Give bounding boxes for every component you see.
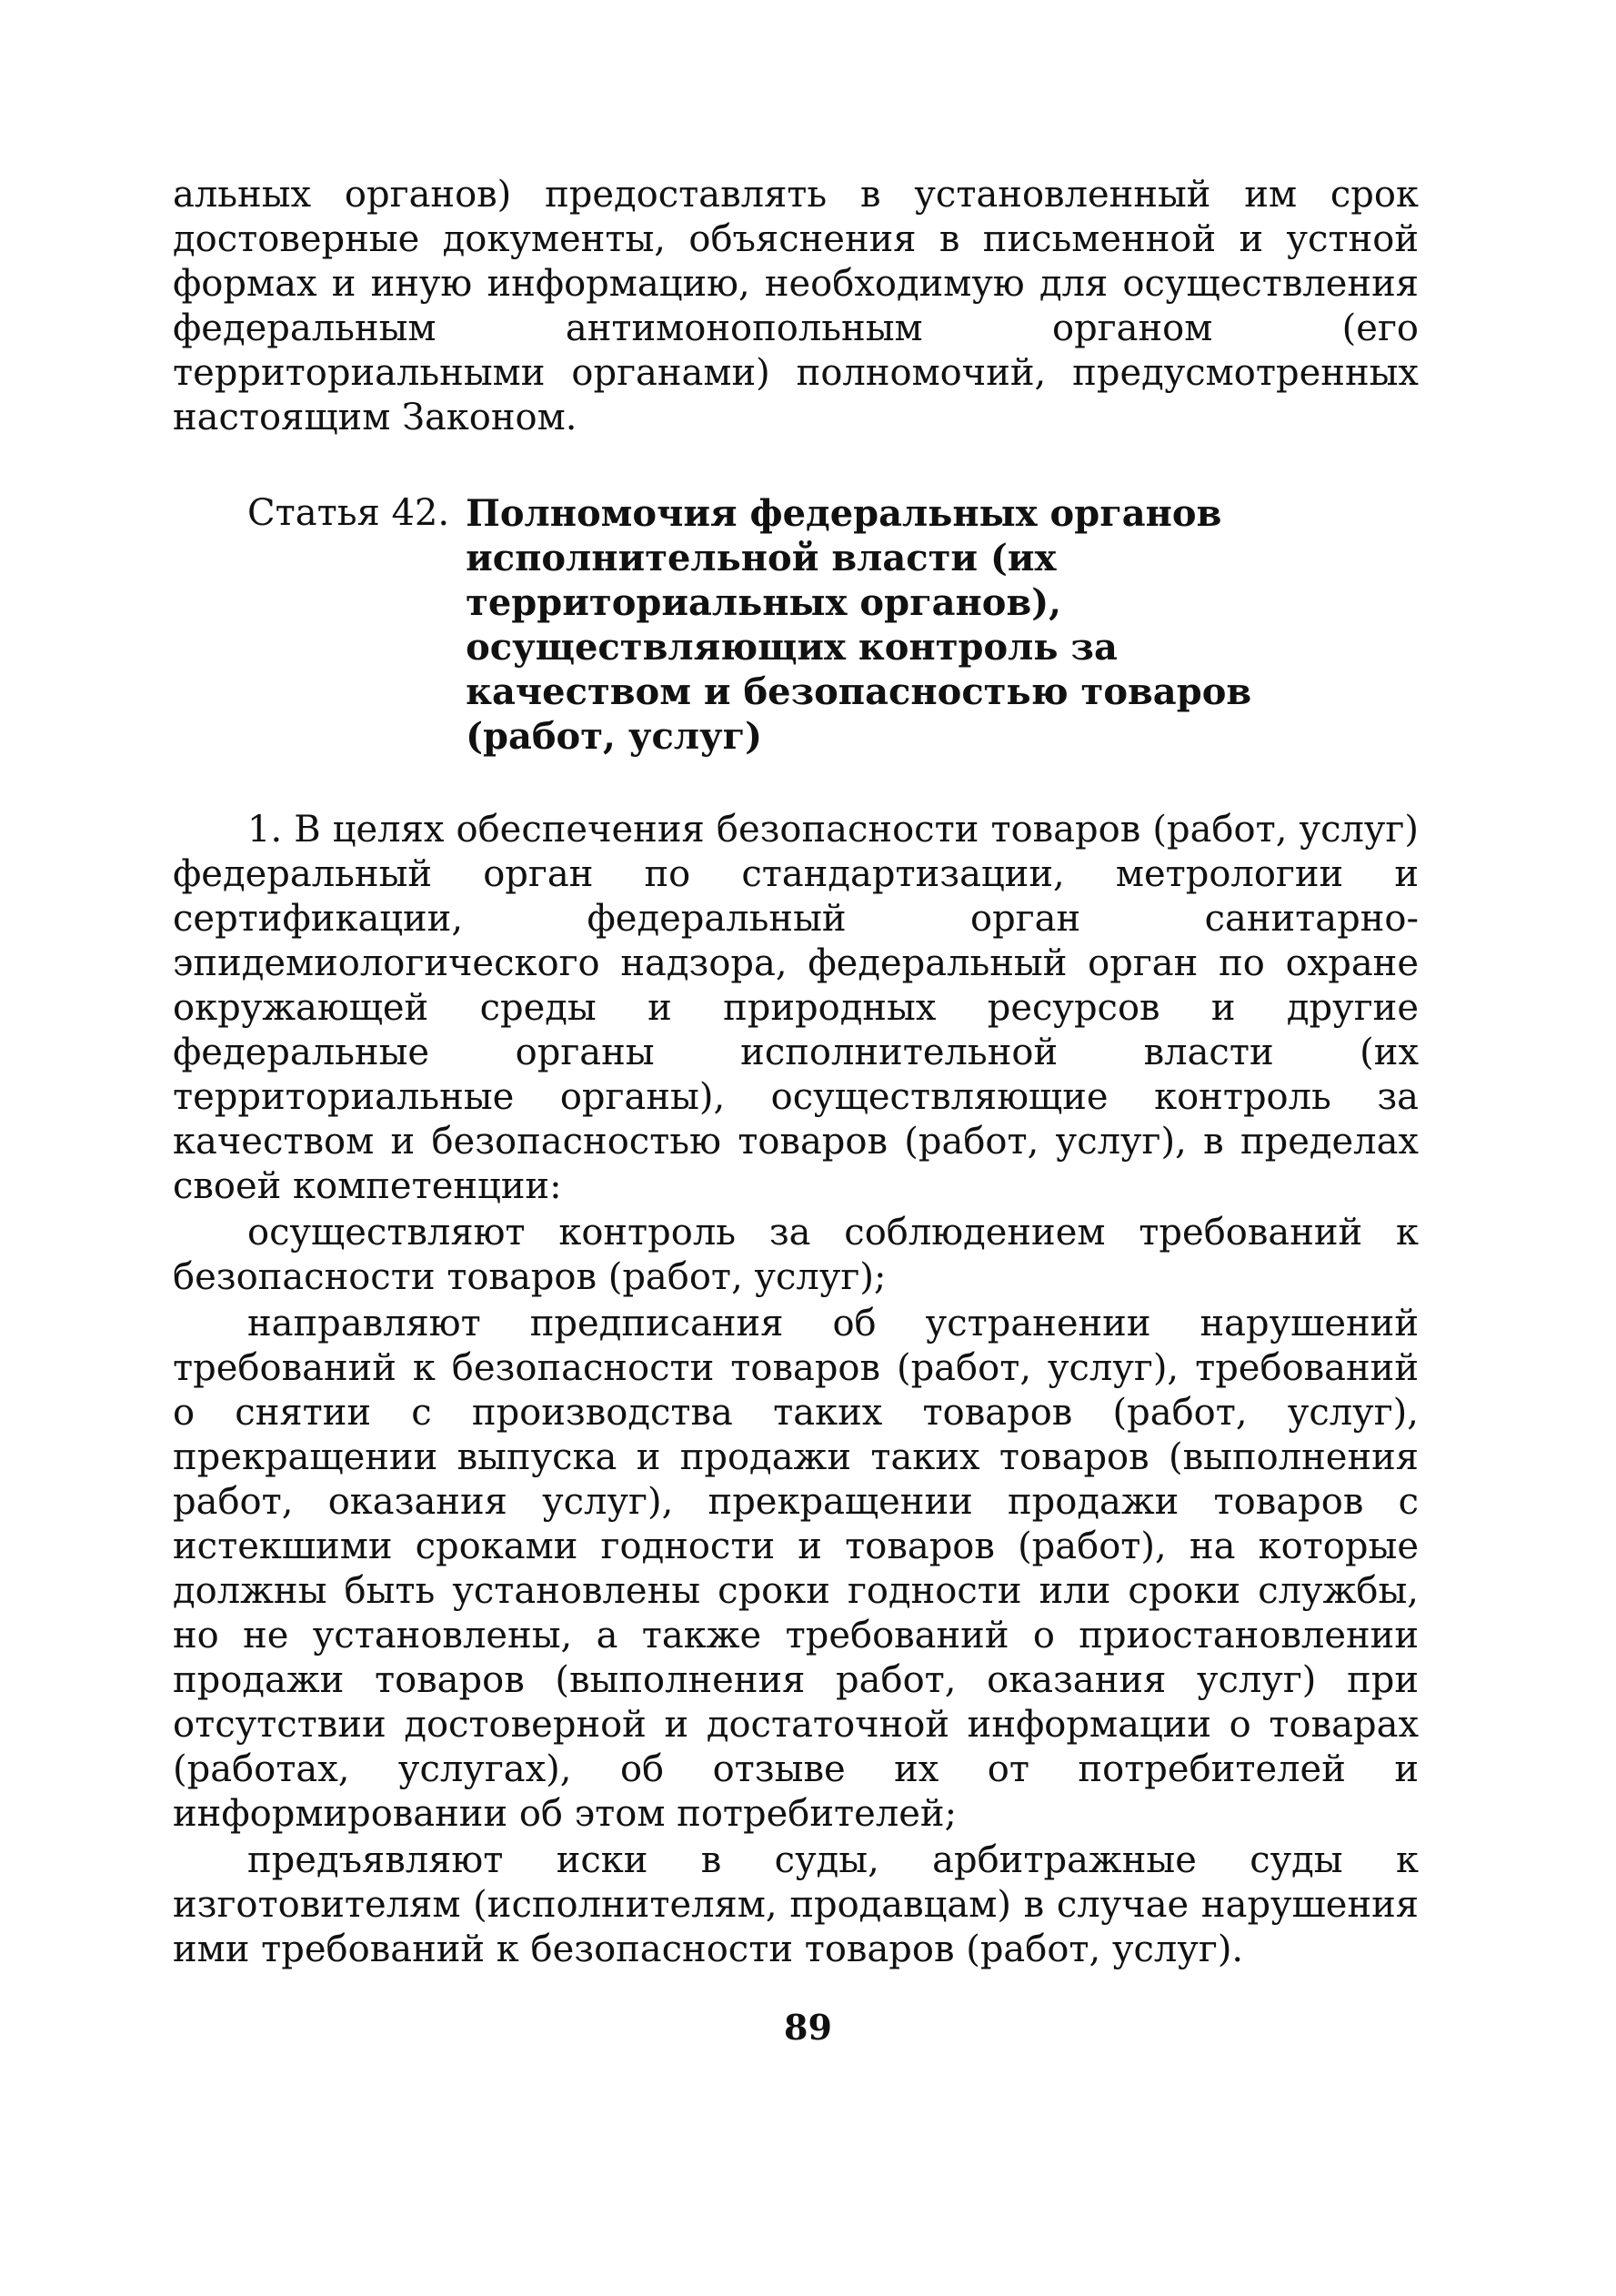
page-number: 89 [784,2007,832,2048]
paragraph-4: предъявляют иски в суды, арбитражные суды к изготовителям (исполнителям, продавцам) в случае нарушения ими требований к безопасности товаров (работ, услуг). [173,1839,1419,1970]
intro-paragraph: альных органов) предоставлять в установленный им срок достоверные документы, объяснения в письменной и устной формах и иную информацию, необходимую для осуществления федеральным антимонопольным органом (его территориальными органами) полномочий, предусмотренных настоящим Законом. [173,174,1419,438]
page-body [173,173,1419,1972]
paragraph-3: направляют предписания об устранении нарушений требований к безопасности товаров (работ, услуг), требований о снятии с производства таких товаров (работ, услуг), прекращении выпуска и продажи таких товаров (выполнения работ, оказания услуг), прекращении продажи товаров с истекшими сроками годности и товаров (работ), на которые должны быть установлены сроки годности или сроки службы, но не установлены, а также требований о приостановлении продажи товаров (выполнения работ, оказания услуг) при отсутствии достоверной и достаточной информации о товарах (работах, услугах), об отзыве их от потребителей и информировании об этом потребителей; [173,1303,1419,1835]
paragraph-2: осуществляют контроль за соблюдением требований к безопасности товаров (работ, услуг); [173,1212,1419,1298]
article-title: Полномочия федеральных органов исполнительной власти (их территориальных органов), осуществляющих контроль за качеством и безопасностью товаров (работ, услуг) [466,492,1252,758]
paragraph-1: 1. В целях обеспечения безопасности товаров (работ, услуг) федеральный орган по стандартизации, метрологии и сертификации, федеральный орган санитарно-эпидемиологического надзора, федеральный орган по охране окружающей среды и природных ресурсов и другие федеральные органы исполнительной власти (их территориальные органы), осуществляющие контроль за качеством и безопасностью товаров (работ, услуг), в пределах своей компетенции: [173,809,1419,1207]
article-label: Статья 42. [247,492,450,534]
article-heading [173,491,1419,759]
